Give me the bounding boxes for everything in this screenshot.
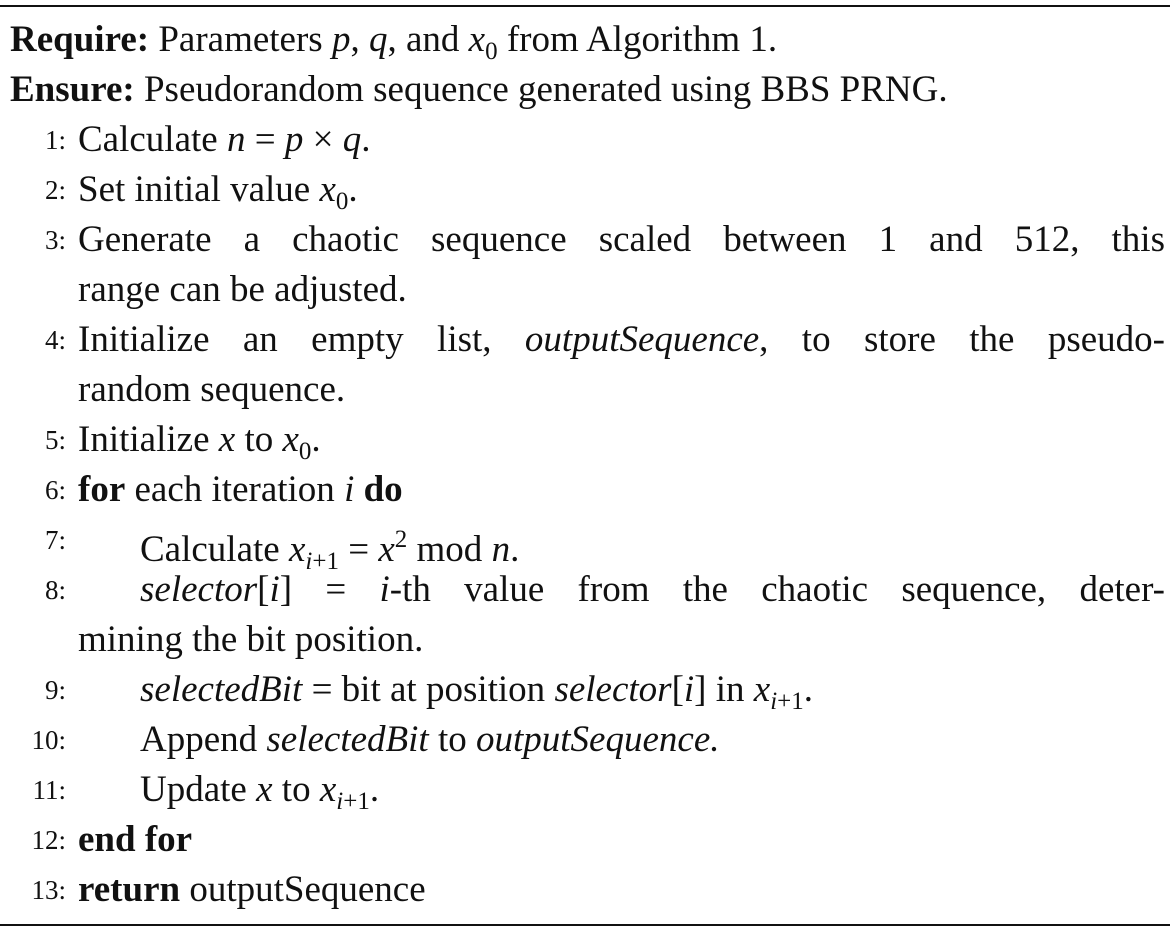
text-segment: to bbox=[235, 419, 283, 460]
line-text bbox=[78, 465, 403, 515]
text-segment: i bbox=[305, 548, 313, 575]
text-segment: to bbox=[428, 719, 476, 760]
text-segment: Calculate bbox=[78, 119, 227, 160]
text-segment: return bbox=[78, 869, 181, 910]
algorithm-line-continuation bbox=[0, 265, 1170, 315]
algorithm-line-continuation bbox=[0, 365, 1170, 415]
line-text bbox=[78, 865, 426, 915]
text-segment: n bbox=[491, 529, 511, 570]
text-segment: for bbox=[78, 469, 126, 510]
text-segment: = bbox=[245, 119, 285, 160]
text-segment: i bbox=[379, 569, 390, 610]
text-segment: mining the bit position. bbox=[78, 619, 424, 660]
text-segment: Parameters bbox=[149, 19, 332, 60]
text-segment: 2 bbox=[394, 526, 408, 553]
top-rule bbox=[0, 5, 1170, 7]
algorithm-line-1 bbox=[0, 115, 1170, 165]
text-segment: Set initial value bbox=[78, 169, 320, 210]
line-text bbox=[78, 365, 345, 415]
text-segment: from Algorithm 1. bbox=[497, 19, 778, 60]
line-text bbox=[140, 565, 1165, 615]
line-text bbox=[140, 715, 720, 765]
text-segment: each iteration bbox=[125, 469, 345, 510]
algorithm-line-3 bbox=[0, 215, 1170, 265]
text-segment: outputSequence. bbox=[476, 719, 720, 760]
line-number: 11: bbox=[32, 775, 66, 805]
line-text bbox=[78, 815, 192, 865]
text-segment: selectedBit bbox=[266, 719, 429, 760]
line-number: 13: bbox=[31, 875, 66, 905]
text-segment: Append bbox=[140, 719, 267, 760]
text-segment: 0 bbox=[485, 38, 498, 65]
text-segment: Pseudorandom sequence generated using BBS PRNG. bbox=[134, 69, 948, 110]
text-segment: +1 bbox=[312, 548, 339, 575]
text-segment: Generate a chaotic sequence scaled between 1 and 512, this bbox=[78, 219, 1165, 260]
text-segment: 0 bbox=[335, 188, 349, 215]
text-segment: +1 bbox=[343, 788, 370, 815]
text-segment: Initialize an empty list, bbox=[78, 319, 525, 360]
text-segment: Ensure: bbox=[10, 69, 135, 110]
text-segment: x bbox=[753, 669, 771, 710]
line-number: 6: bbox=[44, 475, 66, 505]
line-text bbox=[78, 115, 370, 165]
text-segment: mod bbox=[407, 529, 492, 570]
text-segment: end for bbox=[78, 819, 193, 860]
text-segment: . bbox=[369, 769, 380, 810]
bottom-rule bbox=[0, 924, 1170, 926]
text-segment: selector bbox=[140, 569, 258, 610]
text-segment: . bbox=[510, 529, 520, 570]
text-segment: 0 bbox=[298, 438, 312, 465]
line-number: 10: bbox=[31, 725, 66, 755]
algorithm-line-continuation bbox=[0, 15, 1170, 65]
text-segment: x bbox=[378, 529, 395, 570]
algorithm-line-2 bbox=[0, 165, 1170, 215]
line-text bbox=[78, 315, 1165, 365]
text-segment: range can be adjusted. bbox=[78, 269, 407, 310]
algorithm-line-4 bbox=[0, 315, 1170, 365]
algorithm-line-5 bbox=[0, 415, 1170, 465]
text-segment: p bbox=[331, 19, 351, 60]
text-segment: i bbox=[683, 669, 695, 710]
text-segment: q bbox=[342, 119, 362, 160]
algorithm-line-continuation bbox=[0, 65, 1170, 115]
text-segment: outputSequence bbox=[180, 869, 426, 910]
line-number: 5: bbox=[44, 425, 66, 455]
text-segment: . bbox=[311, 419, 321, 460]
line-number: 12: bbox=[31, 825, 66, 855]
text-segment: q bbox=[368, 19, 388, 60]
text-segment: to bbox=[272, 769, 320, 810]
line-number: 2: bbox=[44, 175, 66, 205]
text-segment: . bbox=[348, 169, 358, 210]
text-segment: x bbox=[282, 419, 299, 460]
text-segment: , bbox=[350, 19, 369, 60]
text-segment: do bbox=[363, 469, 403, 510]
algorithm-line-8 bbox=[0, 565, 1170, 615]
text-segment: -th value from the chaotic sequence, deter- bbox=[389, 569, 1165, 610]
line-number: 8: bbox=[44, 575, 66, 605]
text-segment: Update bbox=[140, 769, 257, 810]
algorithm-line-10 bbox=[0, 715, 1170, 765]
text-segment: selectedBit bbox=[140, 669, 303, 710]
text-segment: x bbox=[256, 769, 273, 810]
text-segment: = bbox=[338, 529, 379, 570]
text-segment: = bit at position bbox=[302, 669, 555, 710]
line-number: 7: bbox=[44, 525, 66, 555]
text-segment: selector bbox=[554, 669, 672, 710]
line-text bbox=[78, 215, 1165, 265]
text-segment: Calculate bbox=[140, 529, 289, 570]
text-segment: x bbox=[319, 769, 337, 810]
text-segment: [ bbox=[257, 569, 270, 610]
text-segment: random sequence. bbox=[78, 369, 346, 410]
text-segment: i bbox=[269, 569, 280, 610]
text-segment: ] = bbox=[279, 569, 380, 610]
text-segment: x bbox=[468, 19, 486, 60]
text-segment: , and bbox=[387, 19, 469, 60]
text-segment: x bbox=[218, 419, 236, 460]
algorithm-line-7 bbox=[0, 515, 1170, 575]
text-segment: . bbox=[361, 119, 371, 160]
line-text bbox=[78, 265, 407, 315]
text-segment: x bbox=[288, 529, 306, 570]
text-segment: . bbox=[803, 669, 814, 710]
text-segment: +1 bbox=[777, 688, 804, 715]
text-segment: i bbox=[336, 788, 344, 815]
line-number: 4: bbox=[44, 325, 66, 355]
text-segment: , to store the pseudo- bbox=[759, 319, 1165, 360]
line-number: 3: bbox=[44, 225, 66, 255]
text-segment: Initialize bbox=[78, 419, 219, 460]
text-segment: i bbox=[344, 469, 355, 510]
text-segment: ] in bbox=[694, 669, 754, 710]
line-number: 1: bbox=[44, 125, 66, 155]
text-segment: Require: bbox=[10, 19, 150, 60]
text-segment: n bbox=[226, 119, 246, 160]
line-text bbox=[10, 65, 948, 115]
algorithm-line-13 bbox=[0, 865, 1170, 915]
line-number: 9: bbox=[44, 675, 66, 705]
text-segment: p bbox=[284, 119, 304, 160]
text-segment: × bbox=[303, 119, 343, 160]
algorithm-line-12 bbox=[0, 815, 1170, 865]
text-segment: [ bbox=[671, 669, 684, 710]
text-segment: i bbox=[770, 688, 778, 715]
text-segment: outputSequence bbox=[524, 319, 760, 360]
algorithm-line-11 bbox=[0, 765, 1170, 815]
line-text bbox=[78, 615, 423, 665]
algorithm-line-9 bbox=[0, 665, 1170, 715]
algorithm-line-6 bbox=[0, 465, 1170, 515]
text-segment: x bbox=[319, 169, 336, 210]
text-segment bbox=[354, 469, 363, 510]
algorithm-line-continuation bbox=[0, 615, 1170, 665]
